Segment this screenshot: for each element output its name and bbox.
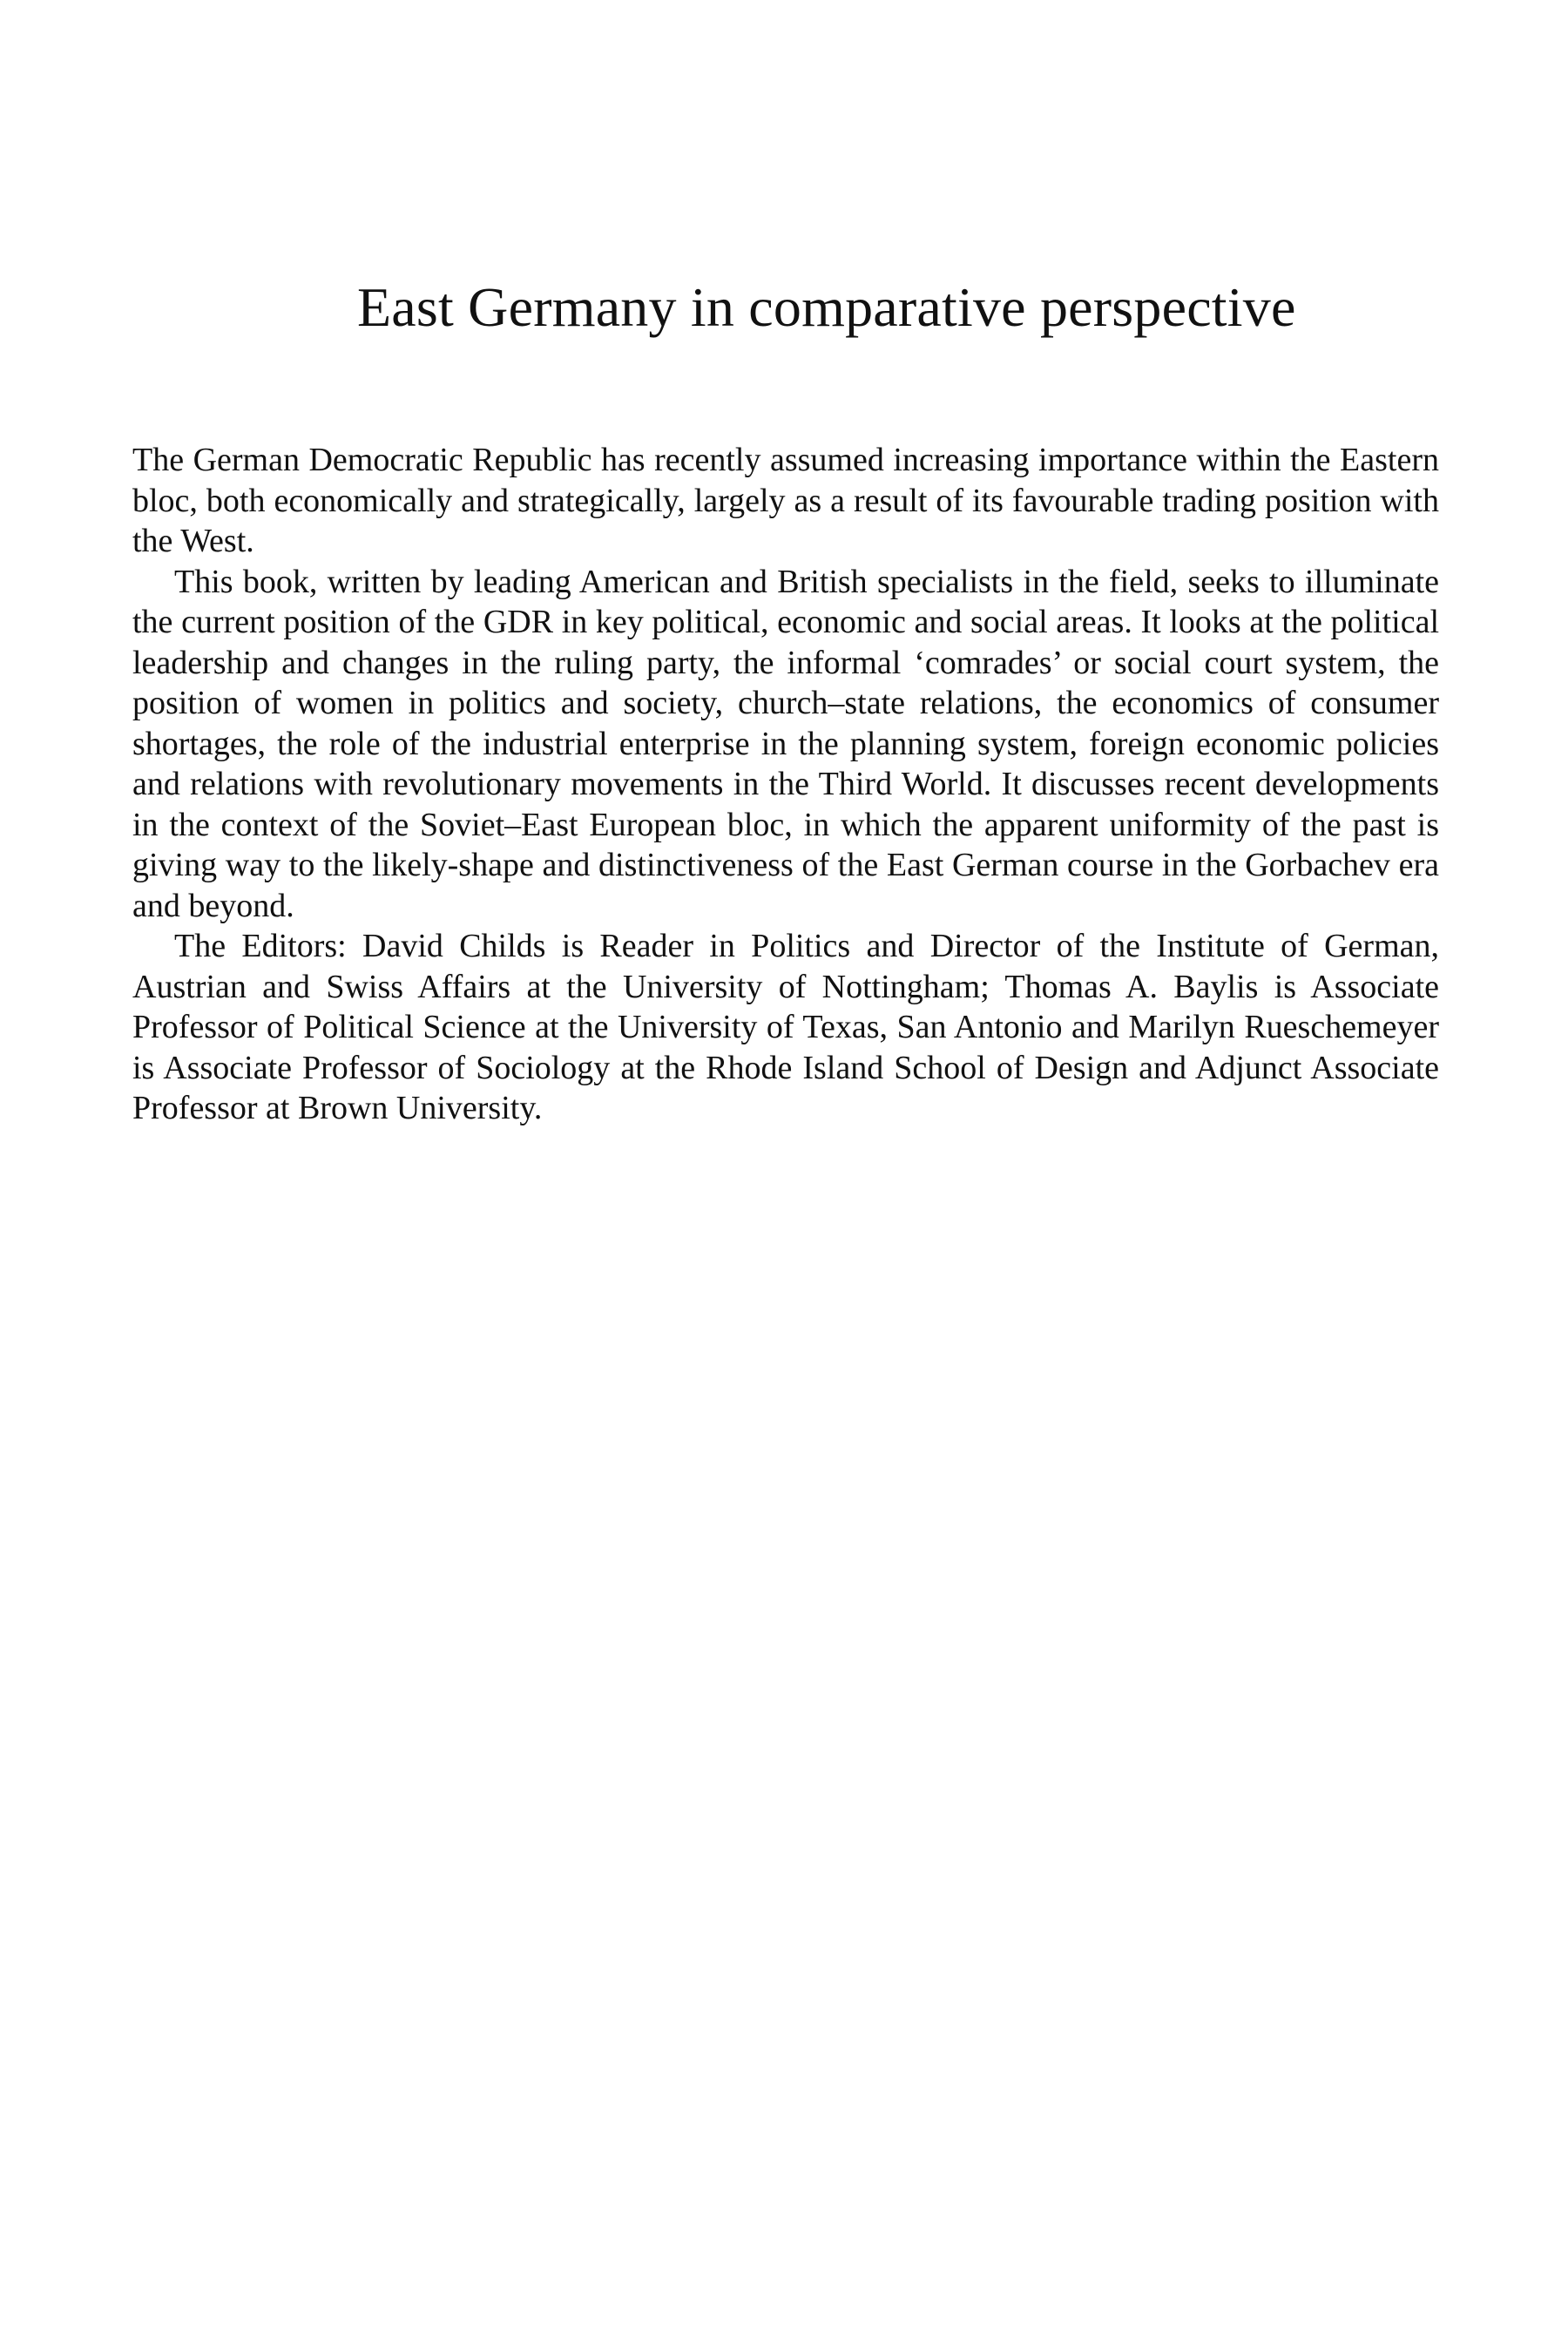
book-title: East Germany in comparative perspective: [357, 276, 1296, 338]
description-paragraph-intro: The German Democratic Republic has recently assumed increasing importance within the Eastern bloc, both economically and strategically, largely as a result of its favourable trading position with the West.: [132, 442, 1439, 559]
description-paragraph-contents: This book, written by leading American and British specialists in the field, seeks to illuminate the current position of the GDR in key political, economic and social areas. It looks at the political leadership and changes in the ruling party, the informal ‘comrades’ or social court system, the position of women in politics and society, church–state relations, the economics of consumer shortages, the role of the industrial enterprise in the planning system, foreign economic policies and relations with revolutionary movements in the Third World. It discusses recent developments in the context of the Soviet–East European bloc, in which the apparent uniformity of the past is giving way to the likely-shape and distinctiveness of the East German course in the Gorbachev era and beyond.: [132, 563, 1439, 924]
book-description: [132, 440, 1439, 1129]
description-paragraph-editors: The Editors: David Childs is Reader in Politics and Director of the Institute of German, Austrian and Swiss Affairs at the University of Nottingham; Thomas A. Baylis is Associate Professor of Political Science at the University of Texas, San Antonio and Marilyn Rueschemeyer is Associate Professor of Sociology at the Rhode Island School of Design and Adjunct Associate Professor at Brown University.: [132, 928, 1439, 1126]
